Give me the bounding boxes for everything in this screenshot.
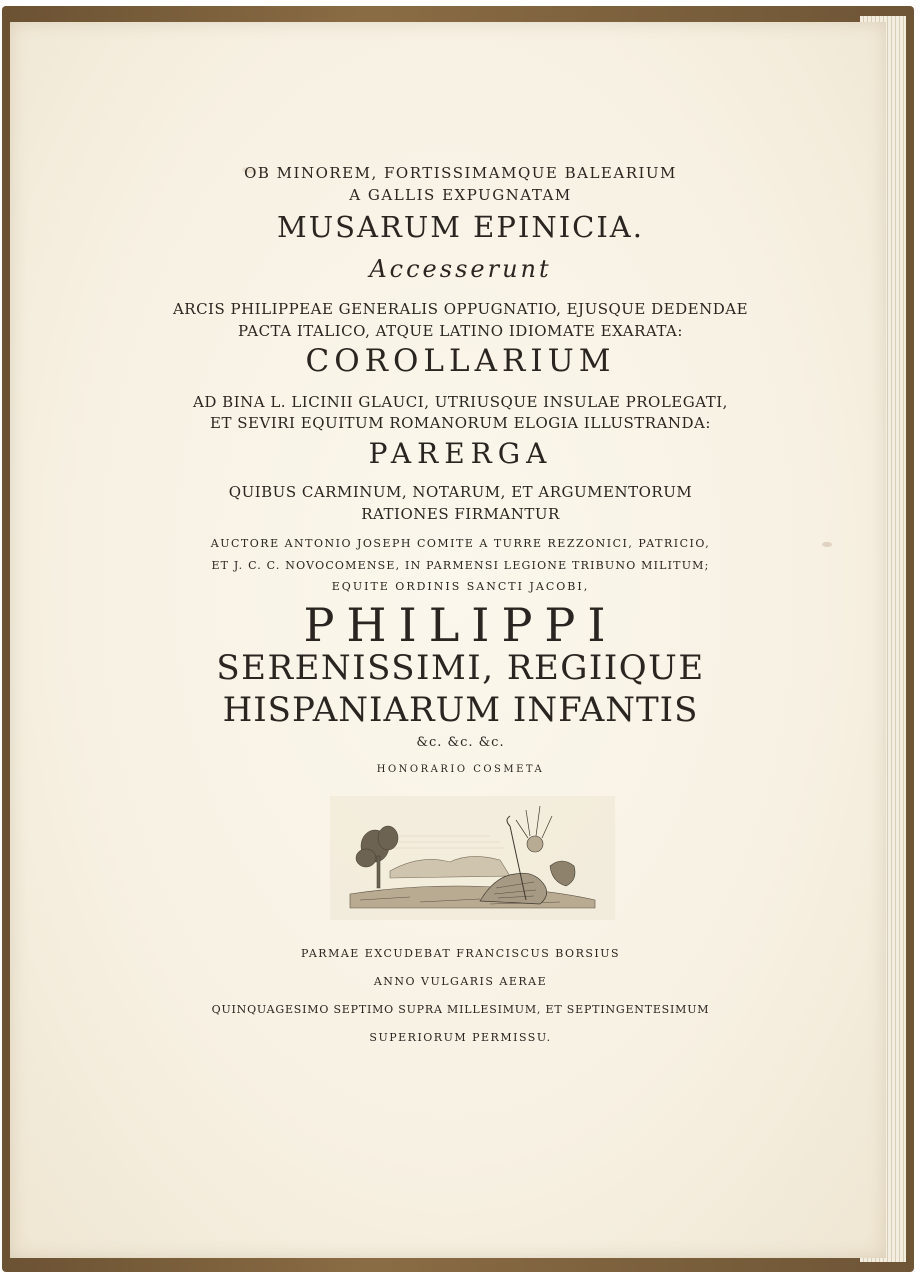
imprint-printer: PARMAE EXCUDEBAT FRANCISCUS BORSIUS [300,947,621,960]
imprint-permission: SUPERIORUM PERMISSU. [369,1031,552,1044]
dedicatee-name: PHILIPPI [303,598,618,652]
title-line-occasion: OB MINOREM, FORTISSIMAMQUE BALEARIUM [244,164,677,182]
title-line-pacta: PACTA ITALICO, ATQUE LATINO IDIOMATE EXARATA: [238,322,683,340]
title-line-ad-bina: AD BINA L. LICINII GLAUCI, UTRIUSQUE INSULAE PROLEGATI, [193,393,728,411]
engraved-vignette [330,796,615,920]
title-line-occasion-2: A GALLIS EXPUGNATAM [349,186,572,204]
author-line-3: EQUITE ORDINIS SANCTI JACOBI, [331,580,590,593]
dedicatee-title-2: HISPANIARUM INFANTIS [222,690,699,730]
corollarium-heading: COROLLARIUM [305,343,616,379]
imprint-anno: ANNO VULGARIS AERAE [373,975,548,988]
main-title: MUSARUM EPINICIA. [277,210,644,244]
title-line-seviri: ET SEVIRI EQUITUM ROMANORUM ELOGIA ILLUSTRANDA: [210,414,711,432]
author-line-1: AUCTORE ANTONIO JOSEPH COMITE A TURRE REZZONICI, PATRICIO, [210,537,711,550]
parerga-heading: PARERGA [368,437,553,470]
title-line-quibus: QUIBUS CARMINUM, NOTARUM, ET ARGUMENTORUM [228,483,693,501]
title-line-rationes: RATIONES FIRMANTUR [361,505,560,523]
title-line-arcis: ARCIS PHILIPPEAE GENERALIS OPPUGNATIO, EJUSQUE DEDENDAE [172,300,749,318]
imprint-year: QUINQUAGESIMO SEPTIMO SUPRA MILLESIMUM, ET SEPTINGENTESIMUM [211,1003,710,1016]
dedicatee-title-1: SERENISSIMI, REGIIQUE [216,648,705,688]
accesserunt-heading: Accesserunt [369,255,552,283]
author-line-2: ET J. C. C. NOVOCOMENSE, IN PARMENSI LEGIONE TRIBUNO MILITUM; [211,559,710,572]
honorario-line: HONORARIO COSMETA [376,764,545,775]
etcetera-line: &c. &c. &c. [416,735,505,750]
